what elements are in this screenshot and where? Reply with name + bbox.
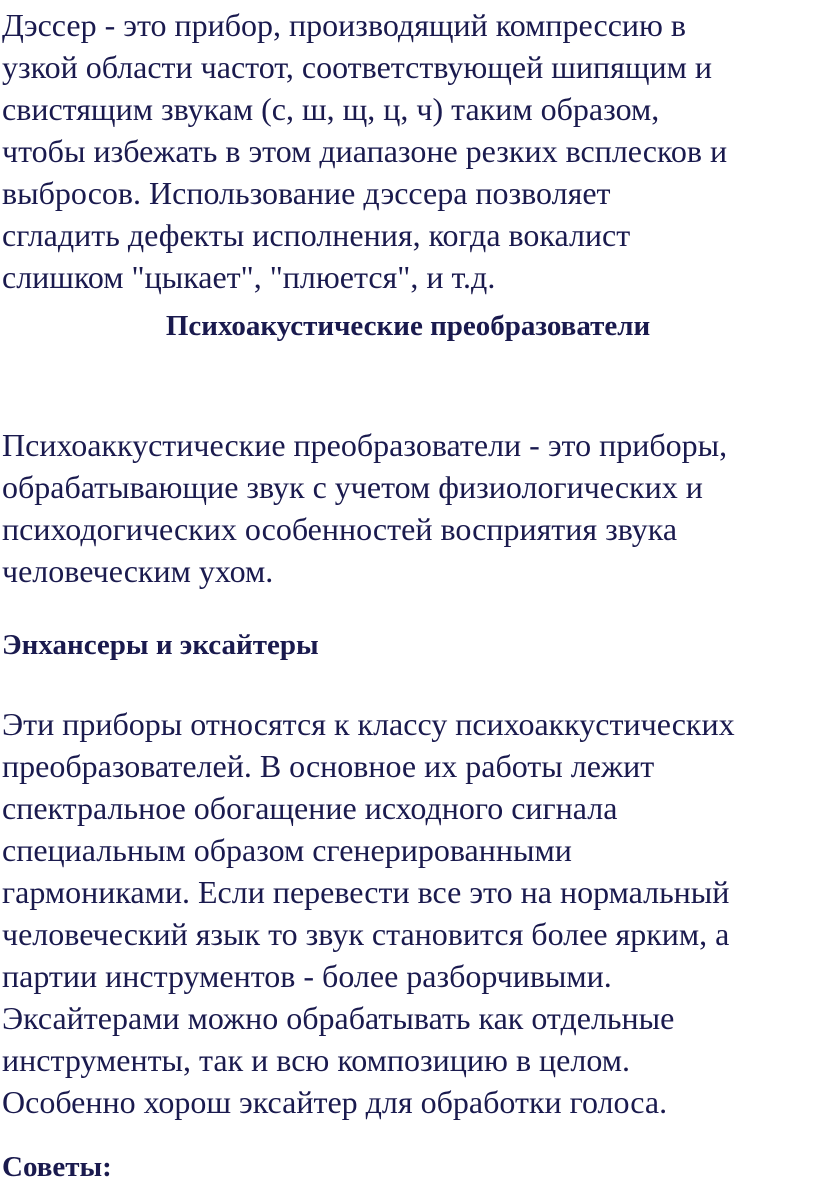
- psychoacoustic-paragraph: Психоаккустические преобразователи - это приборы, обрабатывающие звук с учетом физиологических и психодогических особенностей восприятия звука человеческим ухом.: [2, 427, 728, 589]
- enhancers-paragraph: Эти приборы относятся к классу психоаккустических преобразователей. В основное их работы лежит спектральное обогащение исходного сигнала специальным образом сгенерированными гармониками. Если перевести все это на нормальный человеческий язык то звук становится более ярким, а партии инструментов - более разборчивыми. Эксайтерами можно обрабатывать как отдельные инструменты, так и всю композицию в целом. Особенно хорош эксайтер для обработки голоса.: [2, 706, 735, 1120]
- psychoacoustic-heading: Психоакустические преобразователи: [165, 310, 651, 342]
- tips-heading: Советы:: [2, 1151, 112, 1183]
- deesser-paragraph: Дэссер - это прибор, производящий компрессию в узкой области частот, соответствующей шипящим и свистящим звукам (с, ш, щ, ц, ч) таким образом, чтобы избежать в этом диапазоне резких всплесков и выбросов. Использование дэссера позволяет сгладить дефекты исполнения, когда вокалист слишком "цыкает", "плюется", и т.д.: [2, 7, 728, 295]
- enhancers-heading: Энхансеры и эксайтеры: [2, 629, 319, 661]
